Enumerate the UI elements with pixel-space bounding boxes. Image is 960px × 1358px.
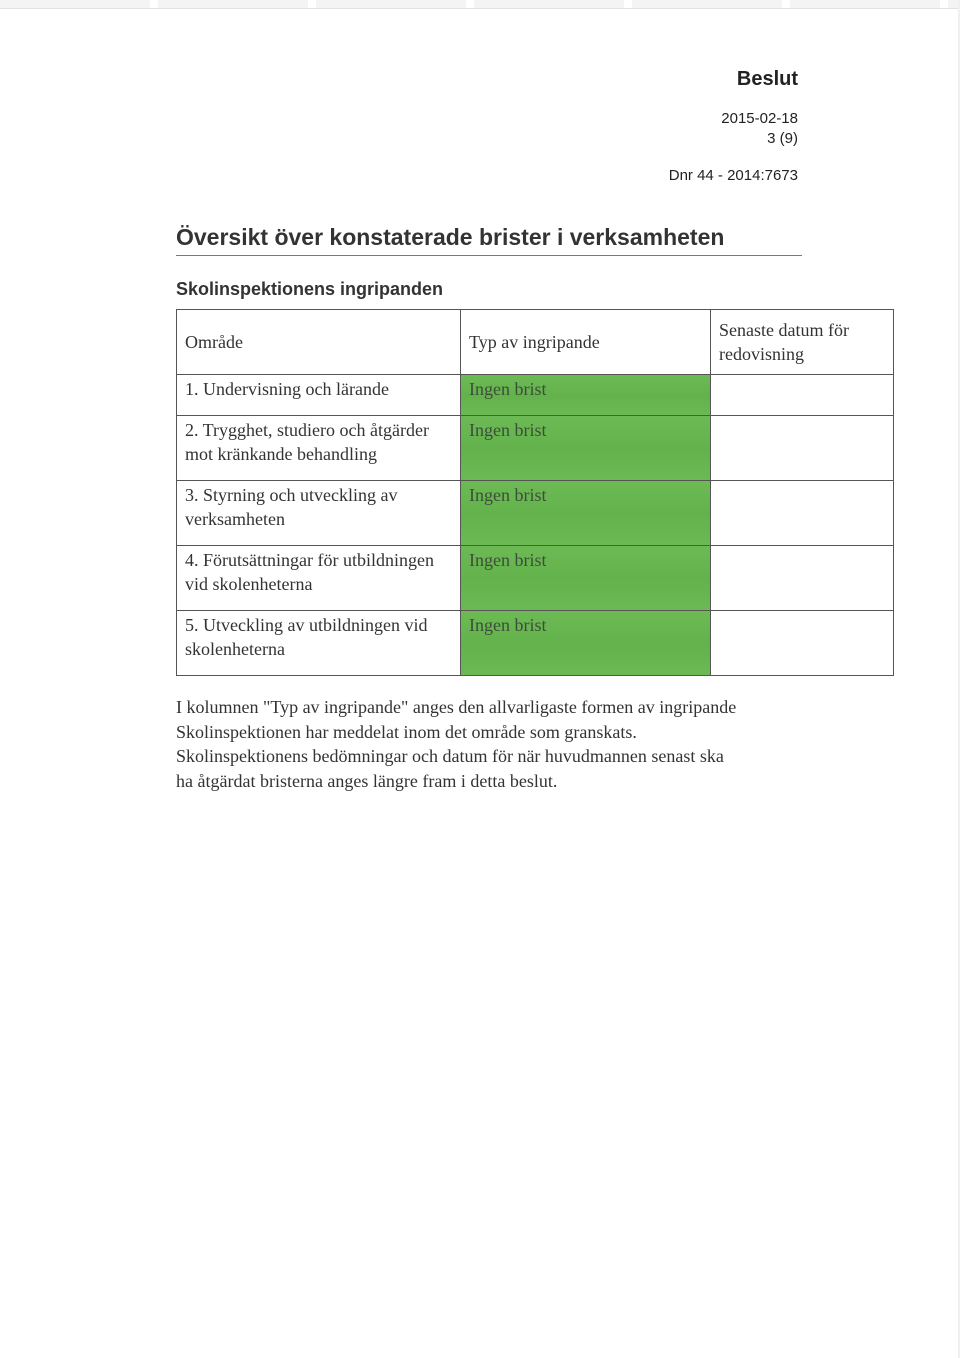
page-title: Översikt över konstaterade brister i verksamheten (176, 224, 802, 256)
header-intervention-type: Typ av ingripande (461, 310, 711, 375)
header-report-date: Senaste datum för redovisning (711, 310, 894, 375)
area-cell: 1. Undervisning och lärande (177, 375, 461, 416)
document-type: Beslut (736, 68, 798, 90)
explanation-line: Skolinspektionen har meddelat inom det område som granskats. (176, 721, 637, 742)
intervention-type-cell: Ingen brist (461, 481, 711, 546)
table-row (177, 481, 894, 546)
report-date-cell (711, 481, 894, 546)
report-date-cell (711, 416, 894, 481)
document-date: 2015-02-18 (721, 110, 798, 127)
report-date-cell (711, 375, 894, 416)
area-cell: 2. Trygghet, studiero och åtgärder mot kränkande behandling (177, 416, 461, 481)
scan-top-edge (0, 0, 960, 9)
table-row (177, 611, 894, 676)
report-date-cell (711, 611, 894, 676)
intervention-type-cell: Ingen brist (461, 546, 711, 611)
table-row (177, 375, 894, 416)
table-row (177, 416, 894, 481)
header-area: Område (177, 310, 461, 375)
table-row (177, 546, 894, 611)
section-subtitle: Skolinspektionens ingripanden (176, 279, 444, 299)
intervention-type-cell: Ingen brist (461, 611, 711, 676)
intervention-type-cell: Ingen brist (461, 416, 711, 481)
area-cell: 4. Förutsättningar för utbildningen vid skolenheterna (177, 546, 461, 611)
explanation-line: I kolumnen "Typ av ingripande" anges den allvarligaste formen av ingripande (176, 697, 737, 717)
report-date-cell (711, 546, 894, 611)
explanation-paragraph (176, 695, 816, 793)
area-cell: 5. Utveckling av utbildningen vid skolenheterna (177, 611, 461, 676)
case-number: Dnr 44 - 2014:7673 (668, 167, 798, 184)
interventions-table (176, 309, 894, 676)
area-cell: 3. Styrning och utveckling av verksamheten (177, 481, 461, 546)
explanation-line: ha åtgärdat bristerna anges längre fram i detta beslut. (176, 770, 558, 791)
page-number: 3 (9) (767, 130, 798, 147)
table-header-row (177, 310, 894, 375)
explanation-line: Skolinspektionens bedömningar och datum för när huvudmannen senast ska (176, 746, 724, 766)
intervention-type-cell: Ingen brist (461, 375, 711, 416)
